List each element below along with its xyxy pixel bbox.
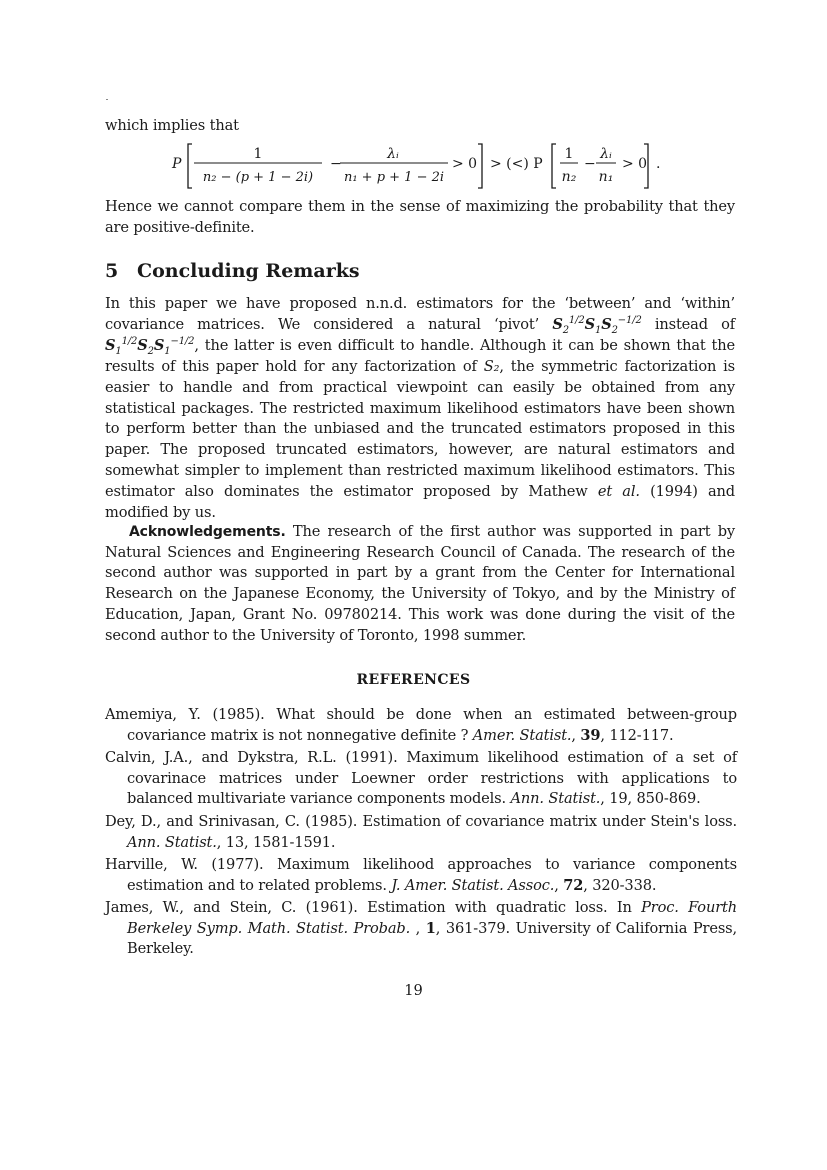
ref-text: Dey, D., and Srinivasan, C. (1985). Estimation of covariance matrix under Stein's loss. bbox=[105, 813, 737, 830]
ref-separator: , bbox=[410, 919, 426, 937]
after-formula-text: Hence we cannot compare them in the sense of maximizing the probability that they are positive-definite. bbox=[105, 198, 735, 236]
alternate-expression: $S_1^{1/2}S_2S_1^{-1/2}$ bbox=[105, 335, 195, 357]
ref-text: Harville, W. (1977). Maximum likelihood approaches to variance components estimation and to related problems. bbox=[105, 856, 737, 894]
section-title: Concluding Remarks bbox=[137, 260, 360, 282]
acknowledgements-paragraph bbox=[105, 522, 735, 646]
ref-text: Calvin, J.A., and Dykstra, R.L. (1991). Maximum likelihood estimation of a set of covarinace matrices under Loewner order restrictions with applications to balanced multivariate variance components models. bbox=[105, 749, 737, 808]
reference-item: Harville, W. (1977). Maximum likelihood approaches to variance components estimation and to related problems. J. Amer. Statist. Assoc., 72, 320-338. bbox=[105, 856, 737, 894]
formula-period: . bbox=[656, 156, 661, 172]
reference-item bbox=[105, 898, 737, 960]
display-formula bbox=[172, 138, 672, 194]
frac4-denominator: n₁ bbox=[598, 169, 614, 185]
ref-pages: , 112-117. bbox=[600, 726, 674, 744]
left-bracket bbox=[188, 144, 192, 188]
concluding-text-b: , the latter is even difficult to handle. Although it can be shown that the results of this paper hold for any factorization of bbox=[105, 336, 735, 375]
ref-volume: 39 bbox=[580, 726, 601, 744]
ref-journal: Amer. Statist. bbox=[472, 726, 572, 744]
pivot-expression: $S_2^{1/2}S_1S_2^{-1/2}$ bbox=[552, 315, 642, 336]
ref-pages: , 850-869. bbox=[627, 790, 701, 808]
concluding-text-a: In this paper we have proposed n.n.d. estimators for the ‘between’ and ‘within’ covariance matrices. We considered a natural ‘pivot’ bbox=[105, 295, 735, 333]
ref-journal: Ann. Statist. bbox=[127, 833, 217, 851]
section-heading bbox=[105, 260, 360, 282]
formula-gt0: > 0 bbox=[452, 156, 478, 172]
concluding-text-d: (1994) and modified by us. bbox=[105, 483, 736, 522]
references-heading: REFERENCES bbox=[356, 672, 471, 688]
frac3-denominator: n₂ bbox=[561, 169, 577, 185]
ref-text: Amemiya, Y. (1985). What should be done when an estimated between-group covariance matrix is not nonnegative definite ? bbox=[105, 706, 737, 744]
frac2-numerator: λᵢ bbox=[387, 146, 399, 162]
ref-journal: Proc. Fourth Berkeley Symp. Math. Statist. Probab. bbox=[127, 899, 737, 937]
frac3-numerator: 1 bbox=[564, 146, 574, 162]
frac2-denominator: n₁ + p + 1 − 2i bbox=[343, 170, 445, 185]
acknowledgements-text: The research of the first author was supported in part by Natural Sciences and Engineering Research Council of Canada. The research of the second author was supported in part by a grant from the Center for International Research on the Japanese Economy, the University of Tokyo, and by the Ministry of Education, Japan, Grant No. 09780214. This work was done during the visit of the second author to the University of Toronto, 1998 summer. bbox=[105, 523, 735, 644]
acknowledgements-heading: Acknowledgements. bbox=[129, 524, 286, 540]
formula-P: P bbox=[172, 156, 182, 172]
ref-pages: , 361-379. University of California Press, Berkeley. bbox=[127, 919, 737, 958]
formula-minus-2: − bbox=[584, 156, 596, 172]
instead-of-text: instead of bbox=[654, 315, 735, 333]
formula-relation: > (<) P bbox=[490, 156, 543, 172]
concluding-text-c: , the symmetric factorization is easier to handle and from practical viewpoint can easily be obtained from any statistical packages. The restricted maximum likelihood estimators have been shown to perform better than the unbiased and the truncated estimators proposed in this paper. The proposed truncated estimators, however, are natural estimators and somewhat simpler to implement than restricted maximum likelihood estimators. This estimator also dominates the estimator proposed by Mathew bbox=[105, 357, 736, 501]
reference-item: Dey, D., and Srinivasan, C. (1985). Estimation of covariance matrix under Stein's loss. Ann. Statist., 13, 1581-1591. bbox=[105, 813, 737, 851]
reference-item: Calvin, J.A., and Dykstra, R.L. (1991). Maximum likelihood estimation of a set of covarinace matrices under Loewner order restrictions with applications to balanced multivariate variance components models. Ann. Statist., 19, 850-869. bbox=[105, 749, 737, 808]
ref-volume: 13 bbox=[225, 833, 245, 851]
ref-pages: , 1581-1591. bbox=[244, 833, 336, 851]
right-bracket bbox=[478, 144, 482, 188]
ref-text: James, W., and Stein, C. (1961). Estimation with quadratic loss. In bbox=[105, 899, 632, 916]
section-number: 5 bbox=[105, 260, 119, 282]
ref-journal: Ann. Statist. bbox=[510, 790, 601, 808]
formula-minus: − bbox=[330, 156, 342, 172]
page-number: 19 bbox=[404, 982, 423, 999]
frac1-numerator: 1 bbox=[253, 146, 263, 162]
formula-end: > 0 bbox=[622, 156, 648, 172]
ref-journal: J. Amer. Statist. Assoc. bbox=[391, 876, 555, 894]
ref-volume: 1 bbox=[425, 919, 436, 937]
s2-symbol: S₂ bbox=[483, 357, 500, 375]
concluding-paragraph bbox=[105, 294, 735, 524]
speck bbox=[106, 99, 108, 100]
ref-volume: 72 bbox=[563, 876, 584, 894]
left-bracket-2 bbox=[552, 144, 556, 188]
et-al: et al. bbox=[597, 483, 640, 501]
reference-item: Amemiya, Y. (1985). What should be done when an estimated between-group covariance matrix is not nonnegative definite ? Amer. Statist., 39, 112-117. bbox=[105, 706, 737, 744]
intro-line: which implies that bbox=[105, 117, 239, 134]
frac1-denominator: n₂ − (p + 1 − 2i) bbox=[202, 170, 314, 185]
ref-volume: 19 bbox=[609, 790, 628, 808]
ref-pages: , 320-338. bbox=[583, 876, 657, 894]
frac4-numerator: λᵢ bbox=[600, 146, 612, 162]
